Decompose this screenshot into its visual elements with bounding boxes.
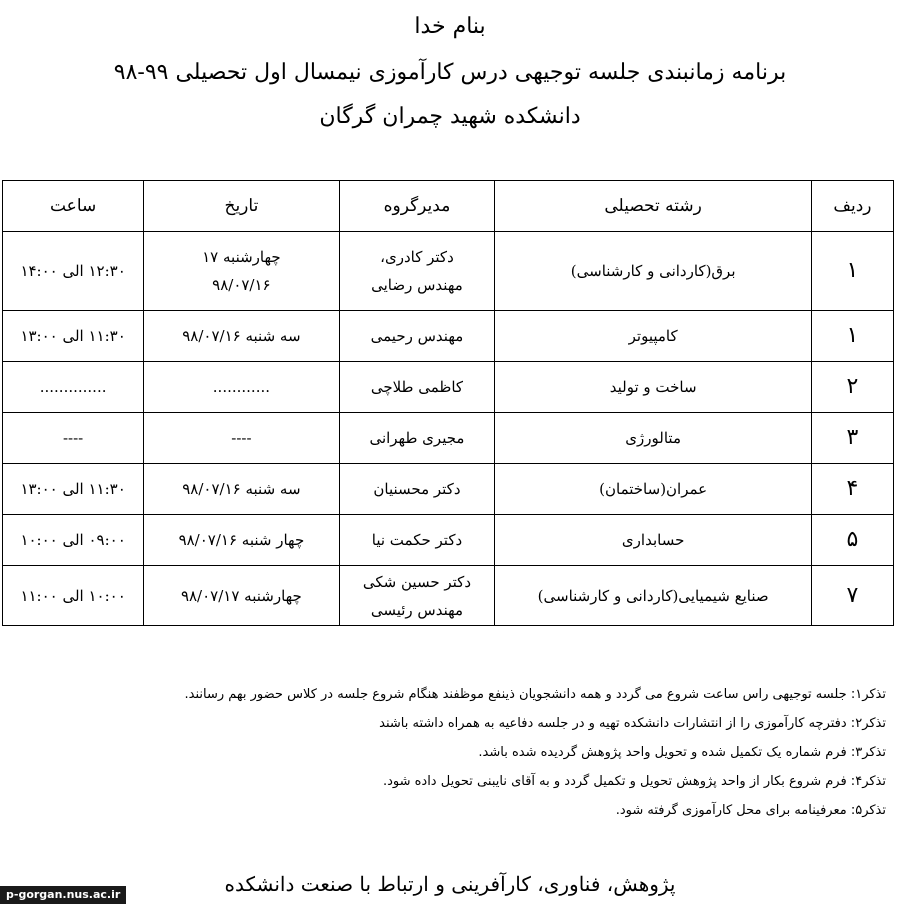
header-title: برنامه زمانبندی جلسه توجیهی درس کارآموزی نیمسال اول تحصیلی ۹۹-۹۸ (113, 60, 787, 85)
cell-row: ۴ (811, 464, 893, 515)
cell-date (144, 232, 339, 311)
col-date: تاریخ (144, 181, 339, 232)
cell-row: ۱ (811, 232, 893, 311)
table-row (3, 232, 894, 311)
site-url-badge[interactable]: p-gorgan.nus.ac.ir (0, 886, 126, 904)
cell-major: صنایع شیمیایی(کاردانی و کارشناسی) (495, 566, 812, 626)
table-row (3, 413, 894, 464)
cell-time: ۱۱:۳۰ الی ۱۳:۰۰ (3, 464, 144, 515)
cell-time: ۱۰:۰۰ الی ۱۱:۰۰ (3, 566, 144, 626)
manager-line: دکتر کادری، (380, 248, 454, 266)
cell-time: .............. (3, 362, 144, 413)
table-row (3, 311, 894, 362)
cell-date: چهار شنبه ۹۸/۰۷/۱۶ (144, 515, 339, 566)
cell-date: چهارشنبه ۹۸/۰۷/۱۷ (144, 566, 339, 626)
cell-major: برق(کاردانی و کارشناسی) (495, 232, 812, 311)
cell-major: متالورژی (495, 413, 812, 464)
cell-row: ۳ (811, 413, 893, 464)
cell-row: ۷ (811, 566, 893, 626)
cell-time: ۱۲:۳۰ الی ۱۴:۰۰ (3, 232, 144, 311)
col-row: ردیف (811, 181, 893, 232)
note-item: تذکر۱: جلسه توجیهی راس ساعت شروع می گردد و همه دانشجویان ذینفع موظفند هنگام شروع جلسه در کلاس حضور بهم رسانند. (184, 687, 886, 702)
manager-line: مهندس رئیسی (370, 600, 464, 619)
cell-row: ۵ (811, 515, 893, 566)
cell-date: سه شنبه ۹۸/۰۷/۱۶ (144, 464, 339, 515)
cell-date: سه شنبه ۹۸/۰۷/۱۶ (144, 311, 339, 362)
cell-row: ۱ (811, 311, 893, 362)
cell-time: ---- (3, 413, 144, 464)
table-row (3, 566, 894, 626)
header-basmala: بنام خدا (414, 14, 486, 39)
date-line: ۹۸/۰۷/۱۶ (212, 276, 271, 294)
cell-manager: کاظمی طلاچی (339, 362, 495, 413)
table-row (3, 464, 894, 515)
cell-manager: دکتر محسنیان (339, 464, 495, 515)
cell-manager: مجیری طهرانی (339, 413, 495, 464)
notes-list (6, 680, 886, 825)
cell-manager (339, 566, 495, 626)
cell-major: ساخت و تولید (495, 362, 812, 413)
col-time: ساعت (3, 181, 144, 232)
cell-major: کامپیوتر (495, 311, 812, 362)
cell-manager: دکتر حکمت نیا (339, 515, 495, 566)
schedule-table (2, 180, 894, 626)
cell-date: ............ (144, 362, 339, 413)
manager-line: دکتر حسین شکی (362, 572, 472, 591)
note-item: تذکر۳: فرم شماره یک تکمیل شده و تحویل واحد پژوهش گردیده شده باشد. (478, 745, 886, 760)
cell-manager (339, 232, 495, 311)
footer-department: پژوهش، فناوری، کارآفرینی و ارتباط با صنعت دانشکده (224, 872, 676, 896)
table-header-row (3, 181, 894, 232)
cell-row: ۲ (811, 362, 893, 413)
cell-time: ۰۹:۰۰ الی ۱۰:۰۰ (3, 515, 144, 566)
header-faculty: دانشکده شهید چمران گرگان (319, 104, 581, 129)
date-line: چهارشنبه ۱۷ (202, 248, 281, 266)
col-major: رشته تحصیلی (495, 181, 812, 232)
table-row (3, 362, 894, 413)
note-item: تذکر۵: معرفینامه برای محل کارآموزی گرفته شود. (615, 803, 886, 818)
cell-major: حسابداری (495, 515, 812, 566)
cell-date: ---- (144, 413, 339, 464)
col-manager: مدیرگروه (339, 181, 495, 232)
manager-line: مهندس رضایی (371, 276, 463, 294)
table-row (3, 515, 894, 566)
cell-time: ۱۱:۳۰ الی ۱۳:۰۰ (3, 311, 144, 362)
cell-manager: مهندس رحیمی (339, 311, 495, 362)
cell-major: عمران(ساختمان) (495, 464, 812, 515)
note-item: تذکر۲: دفترچه کارآموزی را از انتشارات دانشکده تهیه و در جلسه دفاعیه به همراه داشته باشند (379, 716, 886, 731)
note-item: تذکر۴: فرم شروع بکار از واحد پژوهش تحویل و تکمیل گردد و به آقای نایبنی تحویل داده شود. (382, 774, 886, 789)
